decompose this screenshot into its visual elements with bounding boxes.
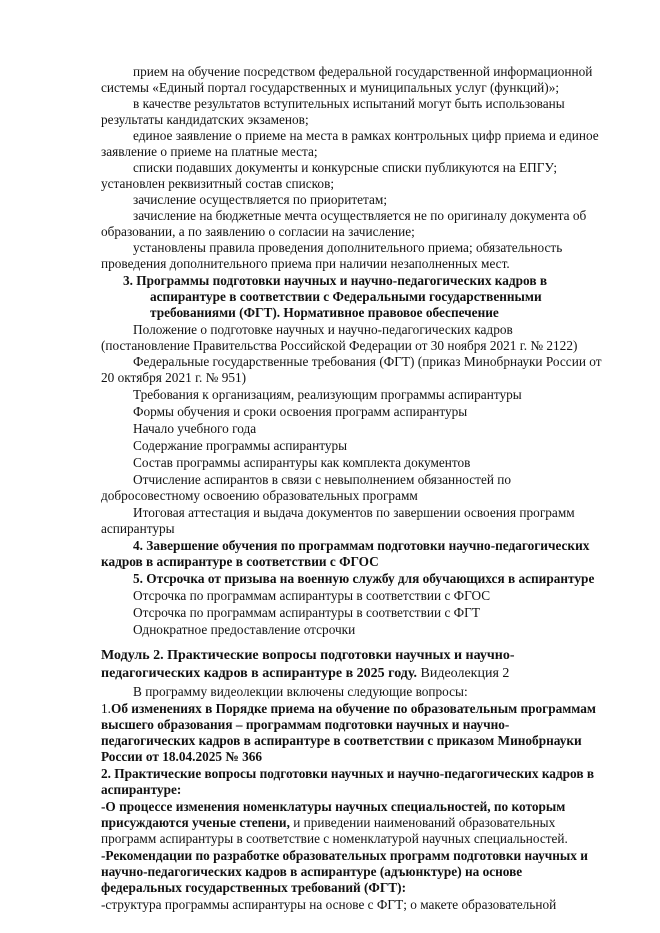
- text-line: установлены правила проведения дополнительного приема; обязательность: [133, 240, 563, 255]
- text-line: Формы обучения и сроки освоения программ аспирантуры: [133, 404, 468, 419]
- text-line: педагогических кадров в аспирантуре в соответствии с приказом Минобрнауки: [101, 733, 582, 748]
- text-line: 2. Практические вопросы подготовки научных и научно-педагогических кадров в: [101, 766, 595, 781]
- module-heading-bold: педагогических кадров в аспирантуре в 2025 году.: [101, 666, 417, 681]
- text-line: аспирантуре:: [101, 782, 182, 797]
- video-lecture-label: Видеолекция 2: [416, 666, 510, 681]
- text-line: Содержание программы аспирантуры: [133, 438, 348, 453]
- text-line: России от 18.04.2025 № 366: [101, 749, 263, 764]
- section-heading: 5. Отсрочка от призыва на военную службу для обучающихся в аспирантуре: [133, 571, 595, 586]
- text-line: образовании, а по заявлению о согласии на зачисление;: [101, 224, 415, 239]
- section-heading: аспирантуре в соответствии с Федеральными государственными: [150, 289, 542, 304]
- text-line: списки подавших документы и конкурсные списки публикуются на ЕПГУ;: [133, 160, 558, 175]
- text-line: Отсрочка по программам аспирантуры в соответствии с ФГТ: [133, 605, 480, 620]
- section-heading: 3. Программы подготовки научных и научно-педагогических кадров в: [123, 273, 548, 288]
- text-line: [101, 815, 555, 831]
- section-heading: требованиями (ФГТ). Нормативное правовое обеспечение: [150, 305, 499, 320]
- text-line: зачисление осуществляется по приоритетам;: [133, 192, 388, 207]
- text-line: -Рекомендации по разработке образовательных программ подготовки научных и: [101, 848, 588, 863]
- text-line: Начало учебного года: [133, 421, 257, 436]
- text-line: -О процессе изменения номенклатуры научных специальностей, по которым: [101, 799, 566, 814]
- item-number: 1.: [101, 701, 111, 716]
- text-line: -структура программы аспирантуры на основе с ФГТ; о макете образовательной: [101, 897, 557, 912]
- section-heading: 4. Завершение обучения по программам подготовки научно-педагогических: [133, 538, 590, 553]
- regular-fragment: и приведении наименований образовательных: [289, 815, 556, 830]
- text-line: в качестве результатов вступительных испытаний могут быть использованы: [133, 96, 565, 111]
- text-line: единое заявление о приеме на места в рамках контрольных цифр приема и единое: [133, 128, 599, 143]
- text-line: научно-педагогических кадров в аспирантуре (адъюнктуре) на основе: [101, 864, 523, 879]
- text-line: результаты кандидатских экзаменов;: [101, 112, 309, 127]
- text-line: федеральных государственных требований (ФГТ):: [101, 880, 407, 895]
- text-line: Состав программы аспирантуры как комплекта документов: [133, 455, 471, 470]
- text-line: проведения дополнительного приема при наличии незаполненных мест.: [101, 256, 510, 271]
- text-line: добросовестному освоению образовательных программ: [101, 488, 418, 503]
- text-line: программ аспирантуры в соответствие с номенклатурой научных специальностей.: [101, 831, 568, 846]
- module-heading: Модуль 2. Практические вопросы подготовки научных и научно-: [101, 648, 515, 663]
- text-line: Итоговая аттестация и выдача документов по завершении освоения программ: [133, 505, 575, 520]
- text-line: (постановление Правительства Российской Федерации от 30 ноября 2021 г. № 2122): [101, 338, 578, 353]
- text-line: Отсрочка по программам аспирантуры в соответствии с ФГОС: [133, 588, 491, 603]
- text-line: Требования к организациям, реализующим программы аспирантуры: [133, 387, 522, 402]
- text-line: системы «Единый портал государственных и муниципальных услуг (функций)»;: [101, 80, 560, 95]
- text-line: зачисление на бюджетные мечта осуществляется не по оригиналу документа об: [133, 208, 587, 223]
- text-line: заявление о приеме на платные места;: [101, 144, 318, 159]
- module-heading: [101, 666, 509, 682]
- bold-fragment: присуждаются ученые степени,: [101, 815, 290, 830]
- text-line: установлен реквизитный состав списков;: [101, 176, 335, 191]
- text-line: Положение о подготовке научных и научно-педагогических кадров: [133, 322, 513, 337]
- item-text: Об изменениях в Порядке приема на обучение по образовательным программам: [110, 701, 596, 716]
- section-heading: кадров в аспирантуре в соответствии с ФГОС: [101, 554, 379, 569]
- text-line: Отчисление аспирантов в связи с невыполнением обязанностей по: [133, 472, 512, 487]
- text-line: Федеральные государственные требования (ФГТ) (приказ Минобрнауки России от: [133, 354, 602, 369]
- text-line: высшего образования – программам подготовки научных и научно-: [101, 717, 510, 732]
- text-line: прием на обучение посредством федеральной государственной информационной: [133, 64, 593, 79]
- text-line: 20 октября 2021 г. № 951): [101, 370, 247, 385]
- text-line: В программу видеолекции включены следующие вопросы:: [133, 684, 468, 699]
- text-line: аспирантуры: [101, 521, 175, 536]
- item-line: [101, 701, 596, 717]
- text-line: Однократное предоставление отсрочки: [133, 622, 356, 637]
